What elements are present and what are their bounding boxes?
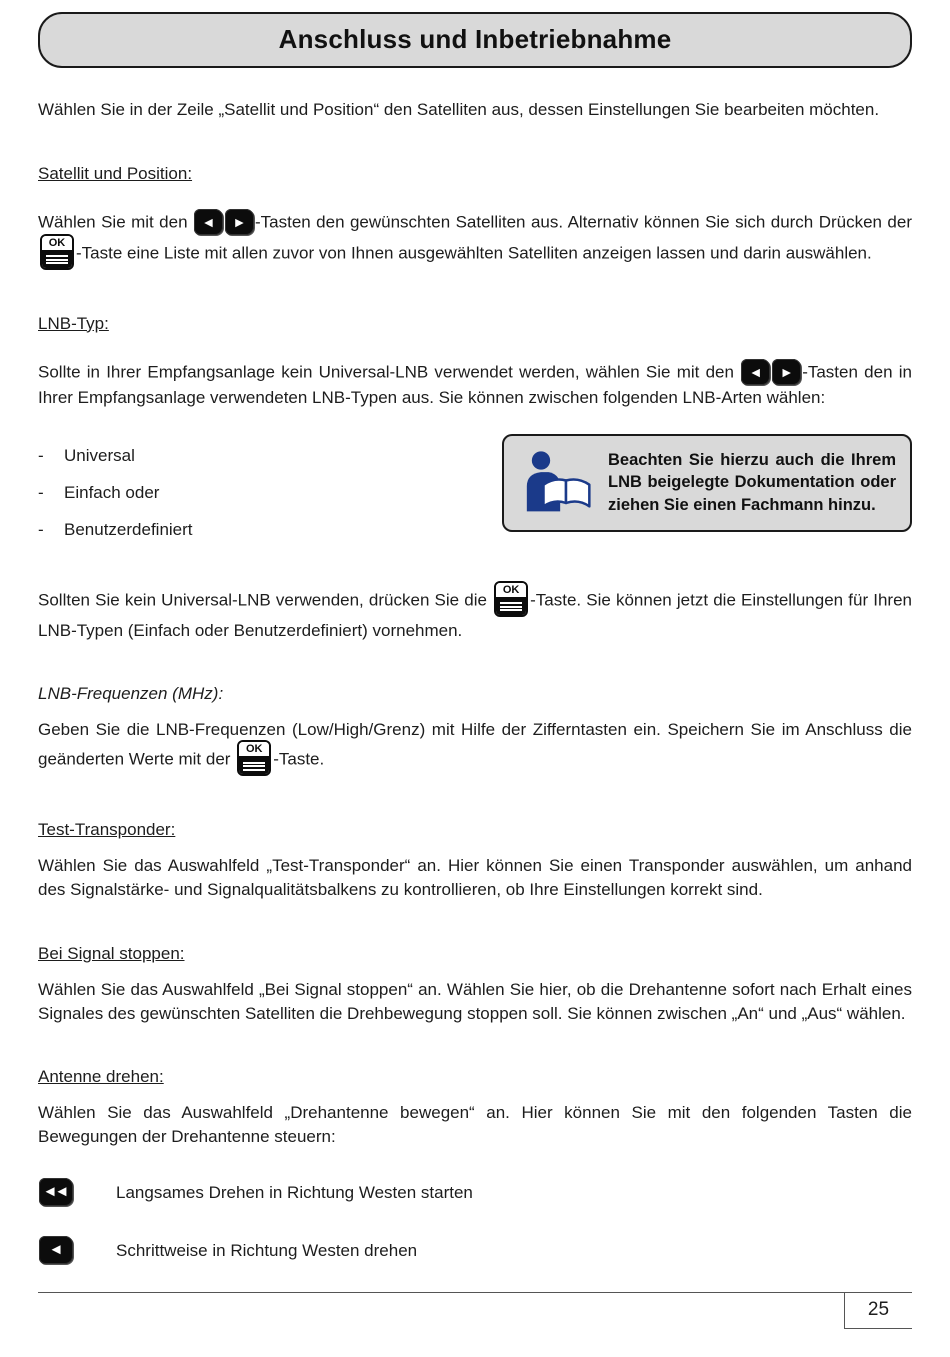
- text-fragment: Sollte in Ihrer Empfangsanlage kein Universal-LNB verwendet werden, wählen Sie mit den: [38, 362, 734, 382]
- right-arrow-glyph: ►: [779, 363, 794, 380]
- list-item-label: Benutzerdefiniert: [64, 519, 193, 539]
- step-west-key-icon: [39, 1236, 73, 1264]
- footer-rule: [38, 1292, 912, 1293]
- heading-lnb-frequenzen: LNB-Frequenzen (MHz):: [38, 684, 224, 704]
- satellit-paragraph: [38, 210, 912, 272]
- ok-key-icon: [237, 740, 271, 776]
- left-arrow-key-icon: [194, 209, 223, 235]
- text-fragment: Sollten Sie kein Universal-LNB verwenden, drücken Sie die: [38, 590, 487, 610]
- left-right-keypair: [193, 212, 255, 231]
- antenne-drehen-paragraph: Wählen Sie das Auswahlfeld „Drehantenne bewegen“ an. Hier können Sie mit den folgenden Tasten die Bewegungen der Drehantenne steuern:: [38, 1103, 912, 1147]
- rewind-west-key-icon: [39, 1178, 73, 1206]
- list-item: [38, 446, 502, 466]
- key-row-slow-west: [38, 1179, 912, 1207]
- list-item-label: Universal: [64, 445, 135, 465]
- right-arrow-key-icon: [225, 209, 254, 235]
- left-arrow-glyph: ◄: [48, 1240, 64, 1258]
- page-title: Anschluss und Inbetriebnahme: [278, 24, 672, 54]
- ok-key-list-lines: [496, 599, 526, 615]
- list-item: [38, 520, 502, 540]
- left-arrow-key-icon: [741, 359, 770, 385]
- text-fragment: Wählen Sie mit den: [38, 212, 188, 232]
- right-arrow-glyph: ►: [232, 213, 247, 230]
- heading-antenne-drehen: Antenne drehen:: [38, 1067, 164, 1087]
- left-arrow-glyph: ◄: [201, 213, 216, 230]
- note-text: Beachten Sie hierzu auch die Ihrem LNB beigelegte Dokumentation oder ziehen Sie einen Fachmann hinzu.: [608, 451, 896, 514]
- lnb-list-and-note: [38, 434, 912, 557]
- list-bullet: -: [38, 445, 44, 465]
- list-item-label: Einfach oder: [64, 482, 160, 502]
- footer: [38, 1292, 912, 1329]
- page-number-box: [844, 1293, 912, 1329]
- right-arrow-key-icon: [772, 359, 801, 385]
- intro-paragraph: Wählen Sie in der Zeile „Satellit und Position“ den Satelliten aus, dessen Einstellungen Sie bearbeiten möchten.: [38, 100, 880, 119]
- heading-bei-signal-stoppen: Bei Signal stoppen:: [38, 943, 185, 963]
- list-bullet: -: [38, 482, 44, 502]
- ok-key-icon: [494, 581, 528, 617]
- text-fragment: -Tasten den in Ihrer Empfangsanlage verwendeten LNB-Typen aus. Sie können zwischen folgenden LNB-Arten wählen:: [38, 362, 912, 407]
- ok-key-label: OK: [42, 236, 72, 252]
- page-title-box: [38, 12, 912, 68]
- heading-lnb-typ: LNB-Typ:: [38, 313, 109, 333]
- list-item: [38, 483, 502, 503]
- lnb-ok-paragraph: [38, 583, 912, 643]
- left-right-keypair: [740, 362, 802, 381]
- ok-key-list-lines: [42, 252, 72, 268]
- lnb-type-list: [38, 446, 502, 557]
- lnb-frequenzen-paragraph: [38, 718, 912, 778]
- ok-key-icon: [40, 234, 74, 270]
- page-number: 25: [867, 1299, 890, 1320]
- list-bullet: -: [38, 519, 44, 539]
- key-row-step-west: [38, 1237, 912, 1265]
- lnb-note-box: [502, 434, 912, 532]
- text-fragment: -Taste. Sie können jetzt die Einstellungen für Ihren LNB-Typen (Einfach oder Benutzerdefiniert) vornehmen.: [38, 590, 912, 640]
- test-transponder-paragraph: Wählen Sie das Auswahlfeld „Test-Transponder“ an. Hier können Sie einen Transponder auswählen, um anhand des Signalstärke- und Signalqualitätsbalkens zu kontrollieren, ob Ihre Einstellungen korrekt sind.: [38, 856, 912, 899]
- key-description: Langsames Drehen in Richtung Westen starten: [116, 1182, 473, 1202]
- read-manual-icon: [516, 448, 596, 518]
- heading-satellit-und-position: Satellit und Position:: [38, 163, 193, 183]
- heading-test-transponder: Test-Transponder:: [38, 820, 176, 840]
- ok-key-label: OK: [239, 742, 269, 758]
- ok-key-list-lines: [239, 758, 269, 774]
- ok-key-label: OK: [496, 583, 526, 599]
- text-fragment: -Taste.: [273, 749, 325, 769]
- bei-signal-paragraph: Wählen Sie das Auswahlfeld „Bei Signal stoppen“ an. Wählen Sie hier, ob die Drehantenne sofort nach Erhalt eines Signales des gewünschten Satelliten die Drehbewegung stoppen soll. Sie können zwischen „An“ und „Aus“ wählen.: [38, 979, 912, 1023]
- text-fragment: -Tasten den gewünschten Satelliten aus. Alternativ können Sie sich durch Drücken der: [254, 212, 912, 232]
- text-fragment: Geben Sie die LNB-Frequenzen (Low/High/Grenz) mit Hilfe der Zifferntasten ein. Speichern Sie im Anschluss die geänderten Werte mit der: [38, 720, 912, 769]
- rewind-glyph: ◄◄: [42, 1182, 67, 1200]
- lnb-typ-paragraph: [38, 360, 912, 410]
- key-description: Schrittweise in Richtung Westen drehen: [116, 1240, 418, 1260]
- text-fragment: -Taste eine Liste mit allen zuvor von Ihnen ausgewählten Satelliten anzeigen lassen und darin auswählen.: [76, 243, 872, 263]
- left-arrow-glyph: ◄: [748, 363, 763, 380]
